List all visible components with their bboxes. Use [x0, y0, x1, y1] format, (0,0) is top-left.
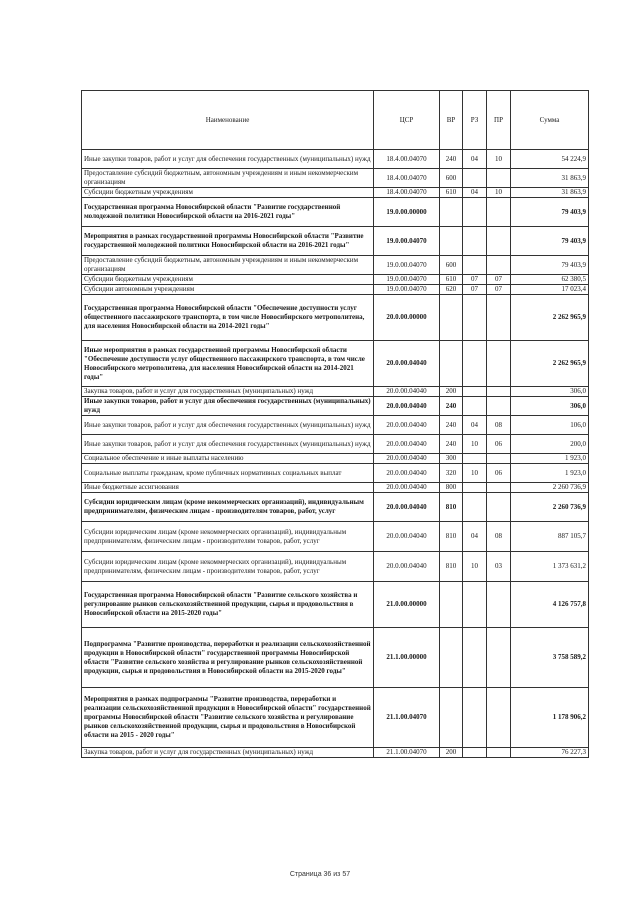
row-name-cell: Предоставление субсидий бюджетным, автономным учреждениям и иным некоммерческим организациям	[82, 256, 374, 275]
row-name-cell: Государственная программа Новосибирской области "Обеспечение доступности услуг общественного пассажирского транспорта, в том числе Новосибирского метрополитена, для населения Новосибирской области на 2014-2021 годы"	[82, 295, 374, 341]
table-row	[82, 454, 589, 464]
row-csr-cell: 21.1.00.04070	[374, 748, 440, 758]
row-vr-cell: 620	[440, 285, 463, 295]
row-rz-cell	[463, 493, 487, 522]
row-pr-cell	[487, 748, 511, 758]
table-row	[82, 198, 589, 227]
row-csr-cell: 20.0.00.04040	[374, 435, 440, 454]
row-pr-cell	[487, 256, 511, 275]
row-sum-cell: 76 227,3	[511, 748, 589, 758]
row-rz-cell	[463, 198, 487, 227]
row-sum-cell: 4 126 757,8	[511, 582, 589, 628]
row-name-cell: Иные мероприятия в рамках государственной программы Новосибирской области "Обеспечение доступности услуг общественного пассажирского транспорта, в том числе Новосибирского метрополитена, для населения Новосибирской области на 2014-2021 годы"	[82, 341, 374, 387]
header-vr: ВР	[440, 91, 463, 150]
table-row	[82, 256, 589, 275]
row-sum-cell: 31 863,9	[511, 188, 589, 198]
header-name: Наименование	[82, 91, 374, 150]
row-sum-cell: 887 105,7	[511, 522, 589, 552]
table-body	[82, 150, 589, 758]
row-csr-cell: 20.0.00.04040	[374, 387, 440, 397]
row-pr-cell: 10	[487, 150, 511, 169]
row-name-cell: Иные закупки товаров, работ и услуг для обеспечения государственных (муниципальных) нужд	[82, 416, 374, 435]
row-pr-cell	[487, 483, 511, 493]
row-rz-cell: 10	[463, 464, 487, 483]
table-row	[82, 688, 589, 748]
row-rz-cell	[463, 628, 487, 688]
row-vr-cell	[440, 227, 463, 256]
table-row	[82, 295, 589, 341]
row-vr-cell	[440, 295, 463, 341]
row-rz-cell	[463, 256, 487, 275]
row-name-cell: Мероприятия в рамках подпрограммы "Развитие производства, переработки и реализации сельскохозяйственной продукции в Новосибирской области" государственной программы Новосибирской области "Развитие сельского хозяйства и регулирование рынков сельскохозяйственной продукции, сырья и продовольствия в Новосибирской области на 2015 - 2020 годы"	[82, 688, 374, 748]
budget-table	[81, 90, 589, 758]
row-vr-cell: 240	[440, 150, 463, 169]
table-row	[82, 227, 589, 256]
row-sum-cell: 2 262 965,9	[511, 341, 589, 387]
row-rz-cell	[463, 748, 487, 758]
page-number: Страница 36 из 57	[289, 871, 351, 878]
row-csr-cell: 20.0.00.04040	[374, 397, 440, 416]
row-vr-cell: 810	[440, 493, 463, 522]
row-rz-cell: 10	[463, 552, 487, 582]
row-vr-cell: 300	[440, 454, 463, 464]
row-rz-cell: 10	[463, 435, 487, 454]
row-vr-cell: 240	[440, 397, 463, 416]
row-pr-cell	[487, 454, 511, 464]
row-pr-cell	[487, 397, 511, 416]
row-sum-cell: 2 260 736,9	[511, 483, 589, 493]
row-sum-cell: 1 373 631,2	[511, 552, 589, 582]
row-rz-cell	[463, 483, 487, 493]
row-sum-cell: 79 403,9	[511, 227, 589, 256]
row-rz-cell: 07	[463, 275, 487, 285]
row-pr-cell: 07	[487, 275, 511, 285]
table-row	[82, 483, 589, 493]
header-rz: РЗ	[463, 91, 487, 150]
row-name-cell: Иные закупки товаров, работ и услуг для обеспечения государственных (муниципальных) нужд	[82, 397, 374, 416]
table-row	[82, 150, 589, 169]
row-pr-cell	[487, 169, 511, 188]
row-csr-cell: 21.1.00.00000	[374, 628, 440, 688]
row-pr-cell: 06	[487, 435, 511, 454]
row-pr-cell: 08	[487, 522, 511, 552]
table-row	[82, 552, 589, 582]
row-sum-cell: 79 403,9	[511, 256, 589, 275]
header-pr: ПР	[487, 91, 511, 150]
row-csr-cell: 20.0.00.04040	[374, 493, 440, 522]
row-sum-cell: 200,0	[511, 435, 589, 454]
row-pr-cell	[487, 387, 511, 397]
row-name-cell: Предоставление субсидий бюджетным, автономным учреждениям и иным некоммерческим организациям	[82, 169, 374, 188]
row-csr-cell: 19.0.00.00000	[374, 198, 440, 227]
row-vr-cell: 600	[440, 256, 463, 275]
row-pr-cell: 06	[487, 464, 511, 483]
row-sum-cell: 79 403,9	[511, 198, 589, 227]
header-sum: Сумма	[511, 91, 589, 150]
row-pr-cell	[487, 493, 511, 522]
table-row	[82, 435, 589, 454]
row-sum-cell: 106,0	[511, 416, 589, 435]
row-pr-cell: 10	[487, 188, 511, 198]
row-name-cell: Субсидии бюджетным учреждениям	[82, 275, 374, 285]
row-rz-cell	[463, 169, 487, 188]
row-csr-cell: 18.4.00.04070	[374, 150, 440, 169]
row-sum-cell: 2 260 736,9	[511, 493, 589, 522]
row-sum-cell: 2 262 965,9	[511, 295, 589, 341]
row-csr-cell: 20.0.00.04040	[374, 341, 440, 387]
row-rz-cell: 04	[463, 522, 487, 552]
table-row	[82, 341, 589, 387]
row-vr-cell	[440, 341, 463, 387]
row-sum-cell: 31 863,9	[511, 169, 589, 188]
row-name-cell: Иные бюджетные ассигнования	[82, 483, 374, 493]
row-vr-cell: 240	[440, 416, 463, 435]
row-name-cell: Иные закупки товаров, работ и услуг для обеспечения государственных (муниципальных) нужд	[82, 150, 374, 169]
row-sum-cell: 306,0	[511, 387, 589, 397]
table-row	[82, 169, 589, 188]
row-csr-cell: 20.0.00.04040	[374, 552, 440, 582]
row-csr-cell: 19.0.00.04070	[374, 227, 440, 256]
row-rz-cell: 07	[463, 285, 487, 295]
header-csr: ЦСР	[374, 91, 440, 150]
row-pr-cell	[487, 628, 511, 688]
row-sum-cell: 1 923,0	[511, 454, 589, 464]
row-vr-cell: 320	[440, 464, 463, 483]
row-csr-cell: 19.0.00.04070	[374, 285, 440, 295]
row-vr-cell: 610	[440, 188, 463, 198]
row-name-cell: Субсидии юридическим лицам (кроме некоммерческих организаций), индивидуальным предпринимателям, физическим лицам - производителям товаров, работ, услуг	[82, 522, 374, 552]
row-sum-cell: 1 178 906,2	[511, 688, 589, 748]
row-sum-cell: 1 923,0	[511, 464, 589, 483]
row-vr-cell: 810	[440, 522, 463, 552]
row-rz-cell	[463, 454, 487, 464]
row-pr-cell	[487, 227, 511, 256]
row-vr-cell	[440, 628, 463, 688]
table-row	[82, 285, 589, 295]
row-rz-cell	[463, 295, 487, 341]
table-row	[82, 387, 589, 397]
table-row	[82, 188, 589, 198]
row-name-cell: Государственная программа Новосибирской области "Развитие государственной молодежной политики Новосибирской области на 2016-2021 годы"	[82, 198, 374, 227]
table-row	[82, 748, 589, 758]
row-rz-cell	[463, 341, 487, 387]
table-row	[82, 416, 589, 435]
table-row	[82, 493, 589, 522]
table-row	[82, 628, 589, 688]
row-csr-cell: 19.0.00.04070	[374, 275, 440, 285]
table-row	[82, 582, 589, 628]
row-csr-cell: 20.0.00.00000	[374, 295, 440, 341]
row-name-cell: Государственная программа Новосибирской области "Развитие сельского хозяйства и регулирование рынков сельскохозяйственной продукции, сырья и продовольствия в Новосибирской области на 2015-2020 годы"	[82, 582, 374, 628]
row-pr-cell	[487, 295, 511, 341]
row-pr-cell: 07	[487, 285, 511, 295]
row-vr-cell	[440, 582, 463, 628]
row-pr-cell	[487, 688, 511, 748]
row-sum-cell: 306,0	[511, 397, 589, 416]
row-csr-cell: 18.4.00.04070	[374, 188, 440, 198]
row-csr-cell: 21.0.00.00000	[374, 582, 440, 628]
row-sum-cell: 17 023,4	[511, 285, 589, 295]
row-csr-cell: 18.4.00.04070	[374, 169, 440, 188]
row-rz-cell	[463, 227, 487, 256]
row-vr-cell: 240	[440, 435, 463, 454]
row-vr-cell	[440, 688, 463, 748]
row-rz-cell	[463, 688, 487, 748]
row-csr-cell: 19.0.00.04070	[374, 256, 440, 275]
row-name-cell: Закупка товаров, работ и услуг для государственных (муниципальных) нужд	[82, 748, 374, 758]
row-vr-cell: 200	[440, 748, 463, 758]
row-pr-cell: 03	[487, 552, 511, 582]
row-pr-cell	[487, 582, 511, 628]
row-sum-cell: 54 224,9	[511, 150, 589, 169]
row-sum-cell: 62 380,5	[511, 275, 589, 285]
table-header-row	[82, 91, 589, 150]
row-rz-cell	[463, 387, 487, 397]
row-name-cell: Субсидии бюджетным учреждениям	[82, 188, 374, 198]
row-vr-cell: 610	[440, 275, 463, 285]
row-csr-cell: 20.0.00.04040	[374, 483, 440, 493]
table-row	[82, 464, 589, 483]
row-pr-cell	[487, 341, 511, 387]
row-vr-cell: 600	[440, 169, 463, 188]
table-row	[82, 522, 589, 552]
row-name-cell: Иные закупки товаров, работ и услуг для обеспечения государственных (муниципальных) нужд	[82, 435, 374, 454]
row-name-cell: Закупка товаров, работ и услуг для государственных (муниципальных) нужд	[82, 387, 374, 397]
row-csr-cell: 21.1.00.04070	[374, 688, 440, 748]
row-rz-cell: 04	[463, 150, 487, 169]
row-csr-cell: 20.0.00.04040	[374, 522, 440, 552]
row-vr-cell: 800	[440, 483, 463, 493]
row-vr-cell: 200	[440, 387, 463, 397]
row-csr-cell: 20.0.00.04040	[374, 464, 440, 483]
row-name-cell: Социальное обеспечение и иные выплаты населению	[82, 454, 374, 464]
table-row	[82, 397, 589, 416]
row-name-cell: Подпрограмма "Развитие производства, переработки и реализации сельскохозяйственной продукции в Новосибирской области" государственной программы Новосибирской области "Развитие сельского хозяйства и регулирование рынков сельскохозяйственной продукции, сырья и продовольствия в Новосибирской области на 2015-2020 годы"	[82, 628, 374, 688]
row-name-cell: Субсидии юридическим лицам (кроме некоммерческих организаций), индивидуальным предпринимателям, физическим лицам - производителям товаров, работ, услуг	[82, 493, 374, 522]
row-rz-cell: 04	[463, 416, 487, 435]
row-pr-cell: 08	[487, 416, 511, 435]
row-rz-cell	[463, 397, 487, 416]
row-csr-cell: 20.0.00.04040	[374, 416, 440, 435]
row-name-cell: Субсидии автономным учреждениям	[82, 285, 374, 295]
row-vr-cell: 810	[440, 552, 463, 582]
row-rz-cell	[463, 582, 487, 628]
row-sum-cell: 3 758 589,2	[511, 628, 589, 688]
row-pr-cell	[487, 198, 511, 227]
row-name-cell: Субсидии юридическим лицам (кроме некоммерческих организаций), индивидуальным предпринимателям, физическим лицам - производителям товаров, работ, услуг	[82, 552, 374, 582]
row-rz-cell: 04	[463, 188, 487, 198]
row-name-cell: Мероприятия в рамках государственной программы Новосибирской области "Развитие государственной молодежной политики Новосибирской области на 2016-2021 годы"	[82, 227, 374, 256]
row-csr-cell: 20.0.00.04040	[374, 454, 440, 464]
row-vr-cell	[440, 198, 463, 227]
row-name-cell: Социальные выплаты гражданам, кроме публичных нормативных социальных выплат	[82, 464, 374, 483]
table-row	[82, 275, 589, 285]
